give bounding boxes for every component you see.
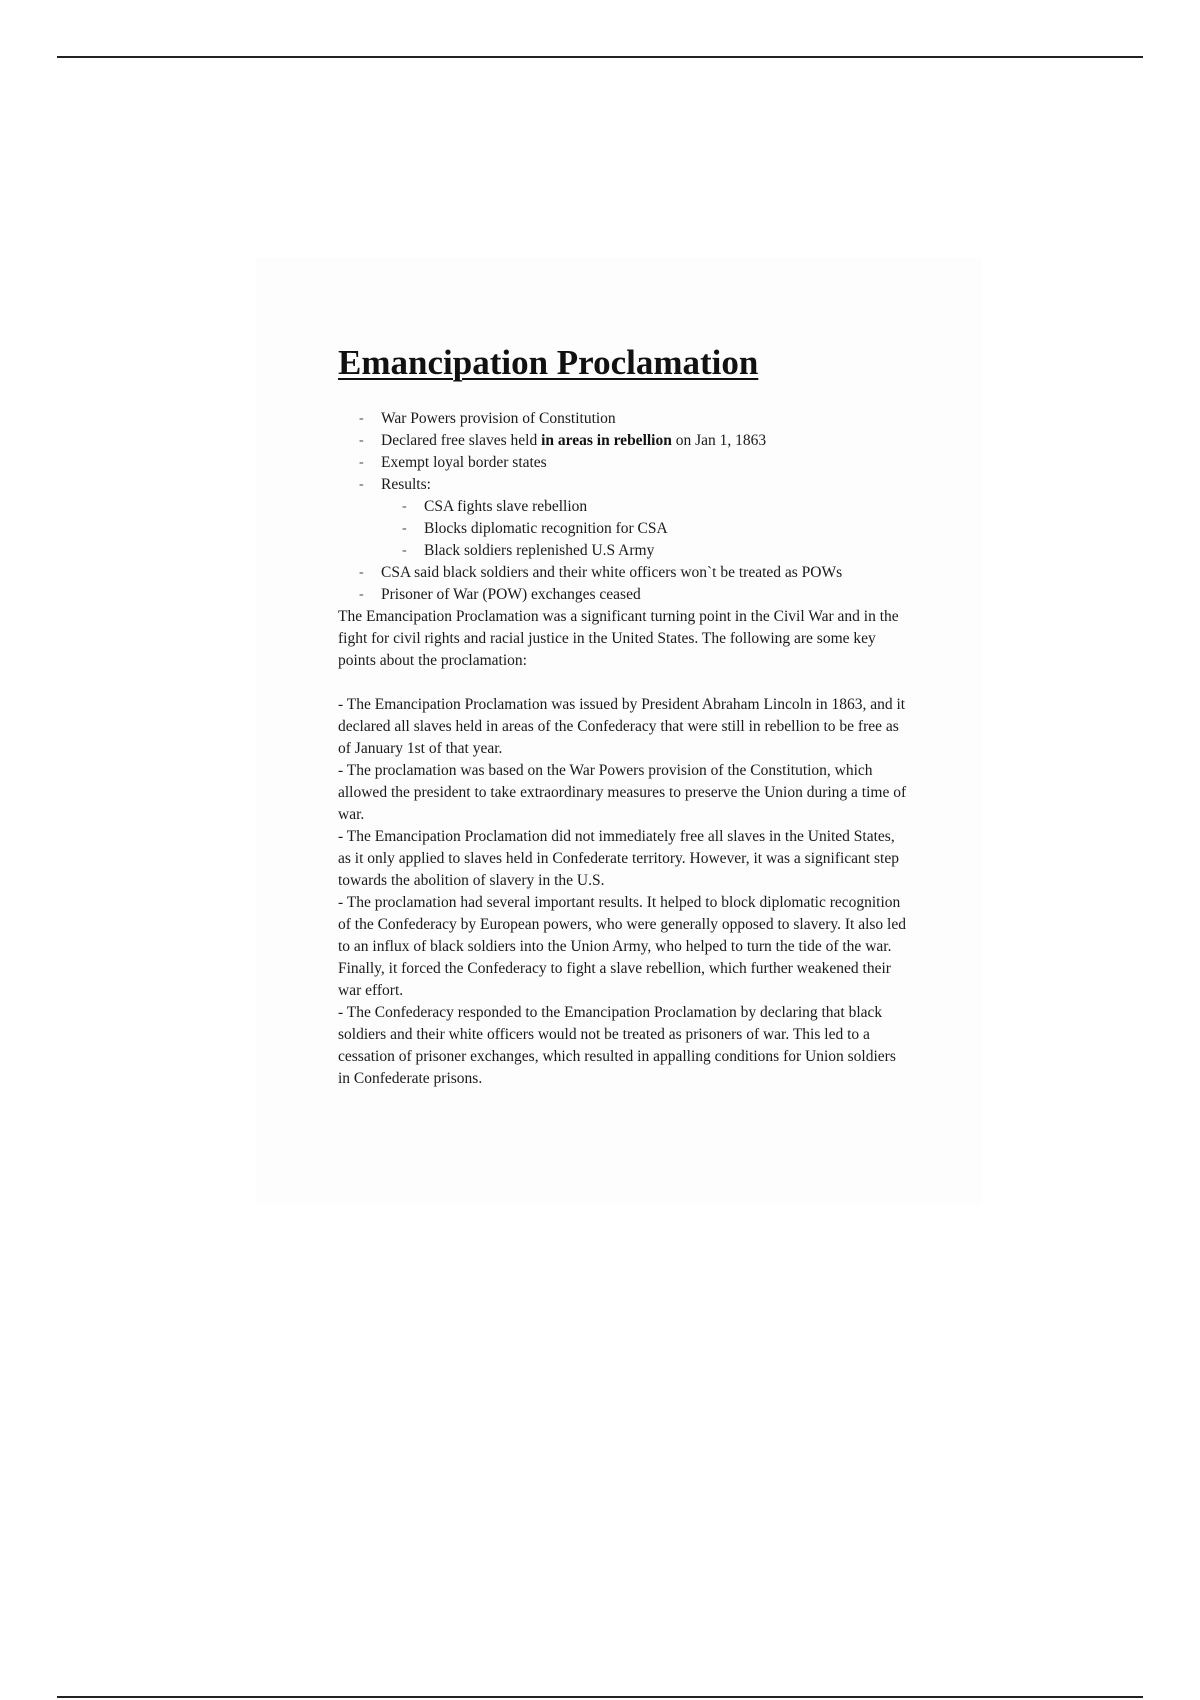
key-point-paragraph: - The proclamation was based on the War Powers provision of the Constitution, which allowed the president to take extraordinary measures to preserve the Union during a time of war. — [338, 762, 907, 823]
bullet-dash: - — [402, 521, 407, 536]
bullet-text: Exempt loyal border states — [381, 454, 547, 471]
bullet-dash: - — [359, 455, 364, 470]
sub-bullet-item — [338, 518, 908, 540]
bullet-dash: - — [359, 565, 364, 580]
bullet-item — [338, 430, 908, 452]
bullet-dash: - — [359, 587, 364, 602]
bullet-dash: - — [402, 543, 407, 558]
bullet-text: on Jan 1, 1863 — [671, 432, 767, 449]
bullet-dash: - — [359, 411, 364, 426]
page-top-rule — [57, 56, 1143, 58]
sub-bullet-item — [338, 496, 908, 518]
page-bottom-rule — [57, 1696, 1143, 1698]
bullet-text: War Powers provision of Constitution — [381, 410, 616, 427]
bullet-text-bold: in areas in rebellion — [541, 432, 672, 449]
bullet-text: Prisoner of War (POW) exchanges ceased — [381, 586, 641, 603]
bullet-text: Blocks diplomatic recognition for CSA — [424, 520, 668, 537]
bullet-text: Declared free slaves held — [381, 432, 542, 449]
bullet-text: CSA said black soldiers and their white officers won`t be treated as POWs — [381, 564, 843, 581]
bullet-item — [338, 584, 908, 606]
bullet-list — [338, 408, 908, 606]
key-point-paragraph: - The Emancipation Proclamation was issued by President Abraham Lincoln in 1863, and it declared all slaves held in areas of the Confederacy that were still in rebellion to be free as of January 1st of that year. — [338, 696, 906, 757]
bullet-item — [338, 562, 908, 584]
bullet-item — [338, 452, 908, 474]
bullet-dash: - — [402, 499, 407, 514]
bullet-dash: - — [359, 433, 364, 448]
bullet-text: Black soldiers replenished U.S Army — [424, 542, 655, 559]
key-points-list — [338, 694, 908, 1090]
document-content — [338, 340, 908, 1090]
key-point-paragraph: - The Emancipation Proclamation did not immediately free all slaves in the United States, as it only applied to slaves held in Confederate territory. However, it was a significant step towards the abolition of slavery in the U.S. — [338, 828, 899, 889]
intro-paragraph: The Emancipation Proclamation was a significant turning point in the Civil War and in the fight for civil rights and racial justice in the United States. The following are some key points about the proclamation: — [338, 608, 899, 669]
bullet-item — [338, 408, 908, 430]
bullet-item — [338, 474, 908, 496]
document-title: Emancipation Proclamation — [338, 343, 759, 382]
bullet-text: Results: — [381, 476, 431, 493]
bullet-dash: - — [359, 477, 364, 492]
bullet-text: CSA fights slave rebellion — [424, 498, 588, 515]
key-point-paragraph: - The Confederacy responded to the Emancipation Proclamation by declaring that black soldiers and their white officers would not be treated as prisoners of war. This led to a cessation of prisoner exchanges, which resulted in appalling conditions for Union soldiers in Confederate prisons. — [338, 1004, 896, 1087]
key-point-paragraph: - The proclamation had several important results. It helped to block diplomatic recognition of the Confederacy by European powers, who were generally opposed to slavery. It also led to an influx of black soldiers into the Union Army, who helped to turn the tide of the war. Finally, it forced the Confederacy to fight a slave rebellion, which further weakened their war effort. — [338, 894, 906, 999]
paragraph-gap — [338, 672, 908, 694]
sub-bullet-item — [338, 540, 908, 562]
